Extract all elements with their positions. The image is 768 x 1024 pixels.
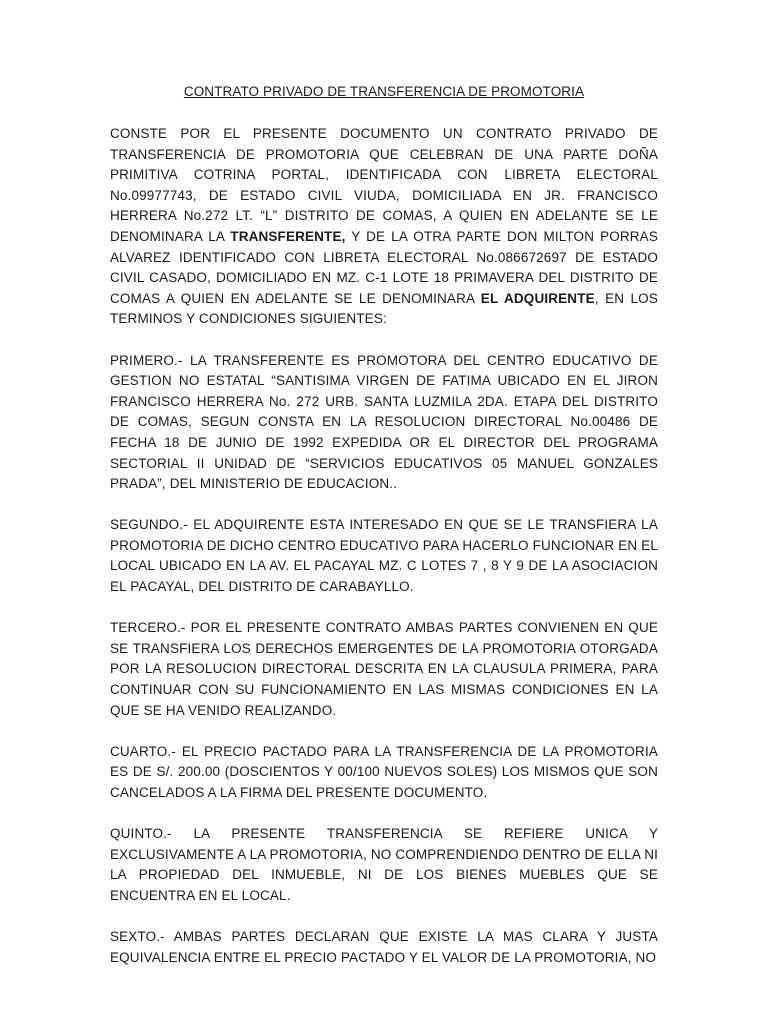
intro-text-1: CONSTE POR EL PRESENTE DOCUMENTO UN CONTRATO PRIVADO DE TRANSFERENCIA DE PROMOTORIA QUE CELEBRAN DE UNA PARTE DOÑA PRIMITIVA COTRINA PORTAL, IDENTIFICADA CON LIBRETA ELECTORAL No.09977743, DE ESTADO CIVIL VIUDA, DOMICILIADA EN JR. FRANCISCO HERRERA No.272 LT. “L” DISTRITO DE COMAS, A QUIEN EN ADELANTE SE LE DENOMINARA LA: [110, 126, 658, 244]
clause-segundo: SEGUNDO.- EL ADQUIRENTE ESTA INTERESADO EN QUE SE LE TRANSFIERA LA PROMOTORIA DE DICHO CENTRO EDUCATIVO PARA HACERLO FUNCIONAR EN EL LOCAL UBICADO EN LA AV. EL PACAYAL MZ. C LOTES 7 , 8 Y 9 DE LA ASOCIACION EL PACAYAL, DEL DISTRITO DE CARABAYLLO.: [110, 517, 658, 595]
intro-text-2: Y DE LA OTRA PARTE DON MILTON PORRAS ALVAREZ IDENTIFICADO CON LIBRETA ELECTORAL No.086672697 DE ESTADO CIVIL CASADO, DOMICILIADO EN MZ. C-1 LOTE 18 PRIMAVERA DEL DISTRITO DE COMAS A QUIEN EN ADELANTE SE LE DENOMINARA: [110, 228, 658, 306]
clause-cuarto: CUARTO.- EL PRECIO PACTADO PARA LA TRANSFERENCIA DE LA PROMOTORIA ES DE S/. 200.00 (DOSCIENTOS Y 00/100 NUEVOS SOLES) LOS MISMOS QUE SON CANCELADOS A LA FIRMA DEL PRESENTE DOCUMENTO.: [110, 743, 658, 800]
clause-tercero: TERCERO.- POR EL PRESENTE CONTRATO AMBAS PARTES CONVIENEN EN QUE SE TRANSFIERA LOS DERECHOS EMERGENTES DE LA PROMOTORIA OTORGADA POR LA RESOLUCION DIRECTORAL DESCRITA EN LA CLAUSULA PRIMERA, PARA CONTINUAR CON SU FUNCIONAMIENTO EN LAS MISMAS CONDICIONES EN LA QUE SE HA VENIDO REALIZANDO.: [110, 620, 658, 718]
document-title: CONTRATO PRIVADO DE TRANSFERENCIA DE PROMOTORIA: [183, 84, 585, 99]
clause-primero: PRIMERO.- LA TRANSFERENTE ES PROMOTORA DEL CENTRO EDUCATIVO DE GESTION NO ESTATAL “SANTISIMA VIRGEN DE FATIMA UBICADO EN EL JIRON FRANCISCO HERRERA No. 272 URB. SANTA LUZMILA 2DA. ETAPA DEL DISTRITO DE COMAS, SEGUN CONSTA EN LA RESOLUCION DIRECTORAL No.00486 DE FECHA 18 DE JUNIO DE 1992 EXPEDIDA OR EL DIRECTOR DEL PROGRAMA SECTORIAL II UNIDAD DE “SERVICIOS EDUCATIVOS 05 MANUEL GONZALES PRADA”, DEL MINISTERIO DE EDUCACION..: [110, 352, 658, 492]
clause-sexto: SEXTO.- AMBAS PARTES DECLARAN QUE EXISTE LA MAS CLARA Y JUSTA EQUIVALENCIA ENTRE EL PRECIO PACTADO Y EL VALOR DE LA PROMOTORIA, NO: [110, 929, 658, 965]
intro-paragraph: [110, 124, 658, 330]
clause-quinto: QUINTO.- LA PRESENTE TRANSFERENCIA SE REFIERE UNICA Y EXCLUSIVAMENTE A LA PROMOTORIA, NO COMPRENDIENDO DENTRO DE ELLA NI LA PROPIEDAD DEL INMUEBLE, NI DE LOS BIENES MUEBLES QUE SE ENCUENTRA EN EL LOCAL.: [110, 826, 659, 903]
intro-text-3: , EN LOS TERMINOS Y CONDICIONES SIGUIENTES:: [110, 290, 658, 327]
adquirente-term: EL ADQUIRENTE: [480, 290, 595, 306]
transferente-term: TRANSFERENTE,: [230, 228, 346, 244]
